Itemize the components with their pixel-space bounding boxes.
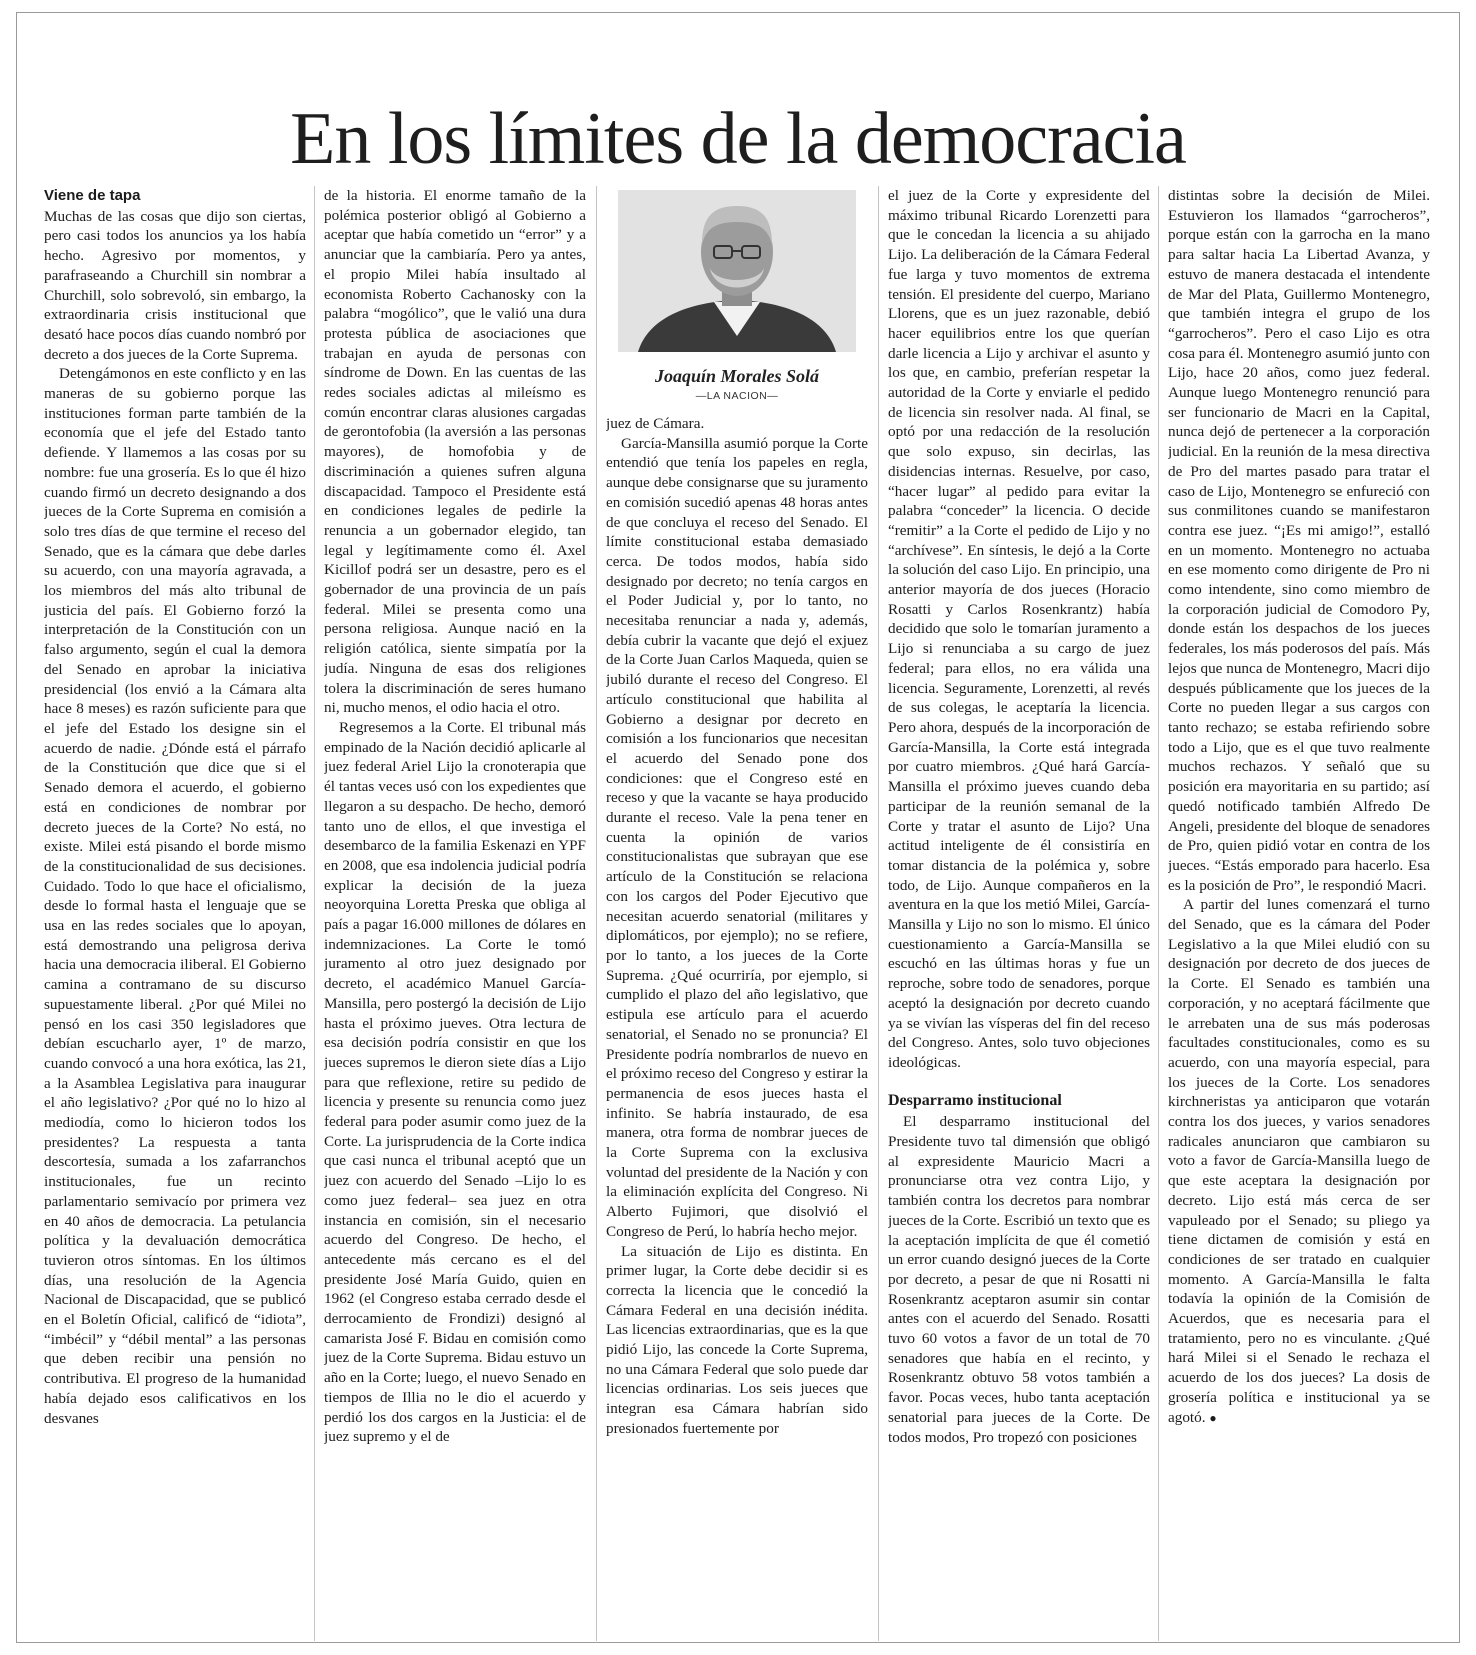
- paragraph: Detengámonos en este conflicto y en las maneras de su gobierno porque las instituciones forman parte también de la economía que el jefe del Estado tanto defiende. Y llamemos a las cosas por su nombre: fue una grosería. Es lo que él hizo cuando firmó un decreto designando a dos jueces de la Corte Suprema en comisión a solo tres días de que termine el receso del Senado, que es la cámara que debe darles su acuerdo, con una mayoría agravada, a los miembros del más alto tribunal de justicia del país. El Gobierno forzó la interpretación de la Constitución con un falso argumento, según el cual la demora del Senado en aprobar la iniciativa presidencial (los envió a la Cámara alta hace 8 meses) es razón suficiente para que el jefe del Estado los designe sin el acuerdo de nadie. ¿Dónde está el párrafo de la Constitución que dice que si el Senado demora el acuerdo, el gobierno está en condiciones de nombrar por decreto jueces de la Corte? No está, no existe. Milei está pisando el borde mismo de la constitucionalidad de sus decisiones. Cuidado. Todo lo que hace el oficialismo, desde lo formal hasta el lenguaje que se usa en las redes sociales que lo apoyan, está demostrando una peligrosa deriva hacia una democracia iliberal. El Gobierno camina a contramano de su discurso supuestamente liberal. ¿Por qué Milei no pensó en los casi 350 legisladores que debían escucharlo ayer, 1º de marzo, cuando convocó a una hora exótica, las 21, a la Asamblea Legislativa para inaugurar el año legislativo? ¿Por qué no lo hizo al mediodía, como lo hicieron todos los presidentes? La respuesta a tanta descortesía, sumada a los zafarranchos institucionales, fue un recinto parlamentario semivacío por primera vez en 40 años de democracia. La petulancia política y la devaluación democrática tuvieron otros síntomas. En los últimos días, una resolución de la Agencia Nacional de Discapacidad, que se publicó en el Boletín Oficial, calificó de “idiota”, “imbécil” y “débil mental” a las personas que deben recibir una pensión no contributiva. El progreso de la humanidad había dejado esos calificativos en los desvanes: [44, 365, 306, 1427]
- paragraph: distintas sobre la decisión de Milei. Estuvieron los llamados “garrocheros”, porque están con la garrocha en la mano para saltar hacia La Libertad Avanza, y estuvo de manera destacada el intendente de Mar del Plata, Guillermo Montenegro, que también integra el grupo de los “garrocheros”. Pero el caso Lijo es otra cosa para él. Montenegro asumió junto con Lijo, hace 20 años, como juez federal. Aunque luego Montenegro renunció para ser funcionario de Macri en la Capital, nunca dejó de pertenecer a la corporación judicial. En la reunión de la mesa directiva de Pro del martes pasado para tratar el caso de Lijo, Montenegro se enfureció con sus conmilitones cuando se manifestaron contra ese juez. “¡Es mi amigo!”, estalló en un momento. Montenegro no actuaba en ese momento como dirigente de Pro ni como intendente, sino como miembro de la corporación judicial de Comodoro Py, donde están los despachos de los jueces federales, los más poderosos del país. Más lejos que nunca de Montenegro, Macri dijo después públicamente que los jueces de la Corte no pueden llegar a sus cargos con tanto rechazo; se estaba refiriendo sobre todo a Lijo, que es el que tuvo realmente muchos rechazos. Y señaló que su posición era mayoritaria en su partido; así quedó notificado también Alfredo De Angeli, presidente del bloque de senadores de Pro, quien pidió votar en contra de los jueces. “Estás emporado para hacerlo. Esa es la posición de Pro”, le respondió Macri.: [1168, 187, 1430, 894]
- column-rule: [878, 186, 879, 1641]
- paragraph: Muchas de las cosas que dijo son ciertas, pero casi todos los anuncios ya los había hecho. Agresivo por momentos, y parafraseando a Churchill sin nombrar a Churchill, solo sobrevoló, sin embargo, la extraordinaria crisis institucional que desató hace pocos días cuando nombró por decreto a dos jueces de la Corte Suprema.: [44, 207, 306, 363]
- kicker: Viene de tapa: [44, 187, 141, 204]
- paragraph-text: A partir del lunes comenzará el turno del Senado, que es la cámara del Poder Legislativo a la que Milei eludió con su designación por decreto de dos jueces de la Corte. El Senado es también una corporación, y no aceptará fácilmente que le arrebaten una de sus más poderosas facultades constitucionales, como es su acuerdo, con una mayoría especial, para los jueces de la Corte. Los senadores kirchneristas ya anticiparon que votarán contra los dos jueces, y varios senadores radicales anunciaron que cambiaron su voto a favor de García-Mansilla luego de que este aceptara la designación por decreto. Lijo está más cerca de ser vapuleado por el Senado; su pliego ya tiene dictamen de comisión y está en condiciones de ser tratado en cualquier momento. A García-Mansilla le falta todavía la opinión de la Comisión de Acuerdos, que es necesaria para el tratamiento, pero no es vinculante. ¿Qué hará Milei si el Senado le rechaza el acuerdo de los dos jueces? La dosis de grosería política e institucional ya se agotó.: [1168, 896, 1430, 1426]
- paragraph: el juez de la Corte y expresidente del máximo tribunal Ricardo Lorenzetti para que le concedan la licencia a su ahijado Lijo. La deliberación de la Cámara Federal fue larga y tuvo momentos de extrema tensión. El presidente del cuerpo, Mariano Llorens, que es un juez razonable, debió hacer equilibrios entre los que querían darle licencia a Lijo y archivar el asunto y los que, en cambio, preferían respetar la autoridad de la Corte y enviarle el pedido de licencia sin resolver nada. Al final, se optó por una redacción de la resolución que solo expuso, sin decirlas, las disidencias internas. Resuelve, por caso, “hacer lugar” al pedido para evitar la palabra “conceder” la licencia. O decide “remitir” a la Corte el pedido de Lijo y no “archívese”. En síntesis, le dejó a la Corte la solución del caso Lijo. En principio, una anterior mayoría de dos jueces (Horacio Rosatti y Carlos Rosenkrantz) había decidido que solo le tomarían juramento a Lijo si renunciaba a su cargo de juez federal; para ellos, no era válida una licencia. Seguramente, Lorenzetti, al revés de sus colegas, le aceptaría la licencia. Pero ahora, después de la incorporación de García-Mansilla, la Corte está integrada por cuatro miembros. ¿Qué hará García-Mansilla el próximo jueves cuando deba participar de la reunión semanal de la Corte y tratar el asunto de Lijo? Una actitud inteligente de él consistiría en tomar distancia de la polémica y, sobre todo, de Lijo. Aunque compañeros en la aventura en la que los metió Milei, García-Mansilla y Lijo no son lo mismo. El único cuestionamiento a García-Mansilla se escuchó en las últimas horas y fue un reproche, sobre todo de senadores, porque aceptó la designación por decreto cuando ya se vivían las vísperas del fin del receso del Congreso. Antes, solo tuvo objeciones ideológicas.: [888, 187, 1150, 1071]
- paragraph: La situación de Lijo es distinta. En primer lugar, la Corte debe decidir si es correcta la licencia que le concedió la Cámara Federal en una decisión inédita. Las licencias extraordinarias, que es la que pidió Lijo, las concede la Corte Suprema, no una Cámara Federal que solo puede dar licencias ordinarias. Los seis jueces que integran esa Cámara habrían sido presionados fuertemente por: [606, 1242, 868, 1437]
- paragraph: de la historia. El enorme tamaño de la polémica posterior obligó al Gobierno a aceptar que había cometido un “error” y a anunciar que la cambiaría. Pero ya antes, el propio Milei había insultado al economista Roberto Cachanosky con la palabra “mogólico”, que le valió una dura protesta pública de asociaciones que trabajan en ayuda de personas con síndrome de Down. En las cuentas de las redes sociales adictas al mileísmo es común encontrar claras alusiones cargadas de gerontofobia (la aversión a las personas mayores), de homofobia y de discriminación a quienes sufren alguna discapacidad. Tampoco el Presidente está en condiciones legales de pedirle la renuncia a un gobernador elegido, tan legal y legítimamente como él. Axel Kicillof podrá ser un desastre, pero es el gobernador de una provincia de un país federal. Milei se presenta como una persona religiosa. Aunque nació en la religión católica, siente simpatía por la judía. Ninguna de esas dos religiones tolera la discriminación de seres humano ni, mucho menos, el odio hacia el otro.: [324, 187, 586, 717]
- author-box: [606, 186, 868, 414]
- article-column-1: [44, 186, 306, 1641]
- paragraph: juez de Cámara.: [606, 415, 705, 432]
- author-name: Joaquín Morales Solá: [654, 366, 820, 386]
- column-rule: [596, 186, 597, 1641]
- article-column-5: [1168, 186, 1430, 1641]
- column-rule: [314, 186, 315, 1641]
- author-org: —LA NACION—: [695, 390, 779, 402]
- subhead: Desparramo institucional: [888, 1091, 1062, 1109]
- headline: En los límites de la democracia: [290, 97, 1186, 180]
- column-rule: [1158, 186, 1159, 1641]
- paragraph: Regresemos a la Corte. El tribunal más empinado de la Nación decidió aplicarle al juez federal Ariel Lijo la cronoterapia que él tantas veces usó con los expedientes que llegaron a su despacho. De hecho, demoró tanto uno de ellos, el que investiga el desembarco de la familia Eskenazi en YPF en 2008, que esa indolencia judicial podría explicar la decisión de la jueza neoyorquina Loretta Preska que obliga al país a pagar 16.000 millones de dólares en indemnizaciones. La Corte le tomó juramento al otro juez designado por decreto, el académico Manuel García-Mansilla, pero postergó la decisión de Lijo hasta el próximo jueves. Otra lectura de esa decisión podría consistir en que los jueces supremos le dieron siete días a Lijo para que reflexione, retire su pedido de licencia y presente su renuncia como juez federal para poder asumir como juez de la Corte. La jurisprudencia de la Corte indica que casi nunca el tribunal aceptó que un juez con acuerdo del Senado –Lijo lo es como juez federal– sea juez en otra instancia en comisión, sin el necesario acuerdo del Congreso. De hecho, el antecedente más cercano es el del presidente José María Guido, quien en 1962 (el Congreso estaba cerrado desde el derrocamiento de Frondizi) designó al camarista José F. Bidau en comisión como juez de la Corte Suprema. Bidau estuvo un año en la Corte; luego, el nuevo Senado en tiempos de Illia no le dio el acuerdo y perdió los dos cargos en la Justicia: el de juez supremo y el de: [324, 718, 586, 1446]
- end-mark-icon: ●: [1209, 1410, 1217, 1425]
- article-column-4: [888, 186, 1150, 1641]
- paragraph: García-Mansilla asumió porque la Corte entendió que tenía los papeles en regla, aunque debe consignarse que su juramento en comisión sucedió apenas 48 horas antes de que concluya el receso del Senado. El límite constitucional estaba demasiado cerca. De todos modos, había sido designado por decreto; no tenía cargos en el Poder Judicial y, por lo tanto, no necesitaba renunciar a nada y, además, debía cubrir la vacante que dejó el exjuez de la Corte Juan Carlos Maqueda, quien se jubiló durante el receso del Congreso. El artículo constitucional que habilita al Gobierno a designar por decreto en comisión a los funcionarios que necesitan el acuerdo del Senado pone dos condiciones: que el Congreso esté en receso y que la vacante se haya producido durante el receso. Vale la pena tener en cuenta la opinión de varios constitucionalistas que subrayan que ese artículo de la Constitución se relaciona con los cargos del Poder Ejecutivo que necesitan acuerdo senatorial (militares y diplomáticos, por ejemplo); no se refiere, por lo tanto, a los jueces de la Corte Suprema. ¿Qué ocurriría, por ejemplo, si cumplido el plazo del año legislativo, que estipula ese artículo para el acuerdo senatorial, el Senado no se pronuncia? El Presidente podría nombrarlos de nuevo en el próximo receso del Congreso y estirar la permanencia de esos jueces hasta el infinito. Se habría instaurado, de esa manera, otra forma de nombrar jueces de la Corte Suprema con la exclusiva voluntad del presidente de la Nación y con la eliminación explícita del Congreso. Ni Alberto Fujimori, que disolvió el Congreso de Perú, lo habría hecho mejor.: [606, 434, 868, 1240]
- article-column-2: [324, 186, 586, 1641]
- paragraph: [1168, 895, 1430, 1428]
- article-column-3: [606, 414, 868, 1641]
- author-photo-image: [618, 190, 856, 352]
- author-portrait: [618, 190, 856, 352]
- paragraph: El desparramo institucional del Presidente tuvo tal dimensión que obligó al expresidente Mauricio Macri a pronunciarse otra vez contra Lijo, y también contra los decretos para nombrar jueces de la Corte. Escribió un texto que es la aceptación implícita de que él cometió un error cuando designó jueces de la Corte por decreto, a pesar de que ni Rosatti ni Rosenkrantz aceptaron asumir sin contar antes con el acuerdo del Senado. Rosatti tuvo 60 votos a favor de un total de 70 senadores que había en el recinto, y Rosenkrantz obtuvo 58 votos también a favor. Pocas veces, hubo tanta aceptación senatorial para jueces de la Corte. De todos modos, Pro tropezó con posiciones: [888, 1113, 1150, 1446]
